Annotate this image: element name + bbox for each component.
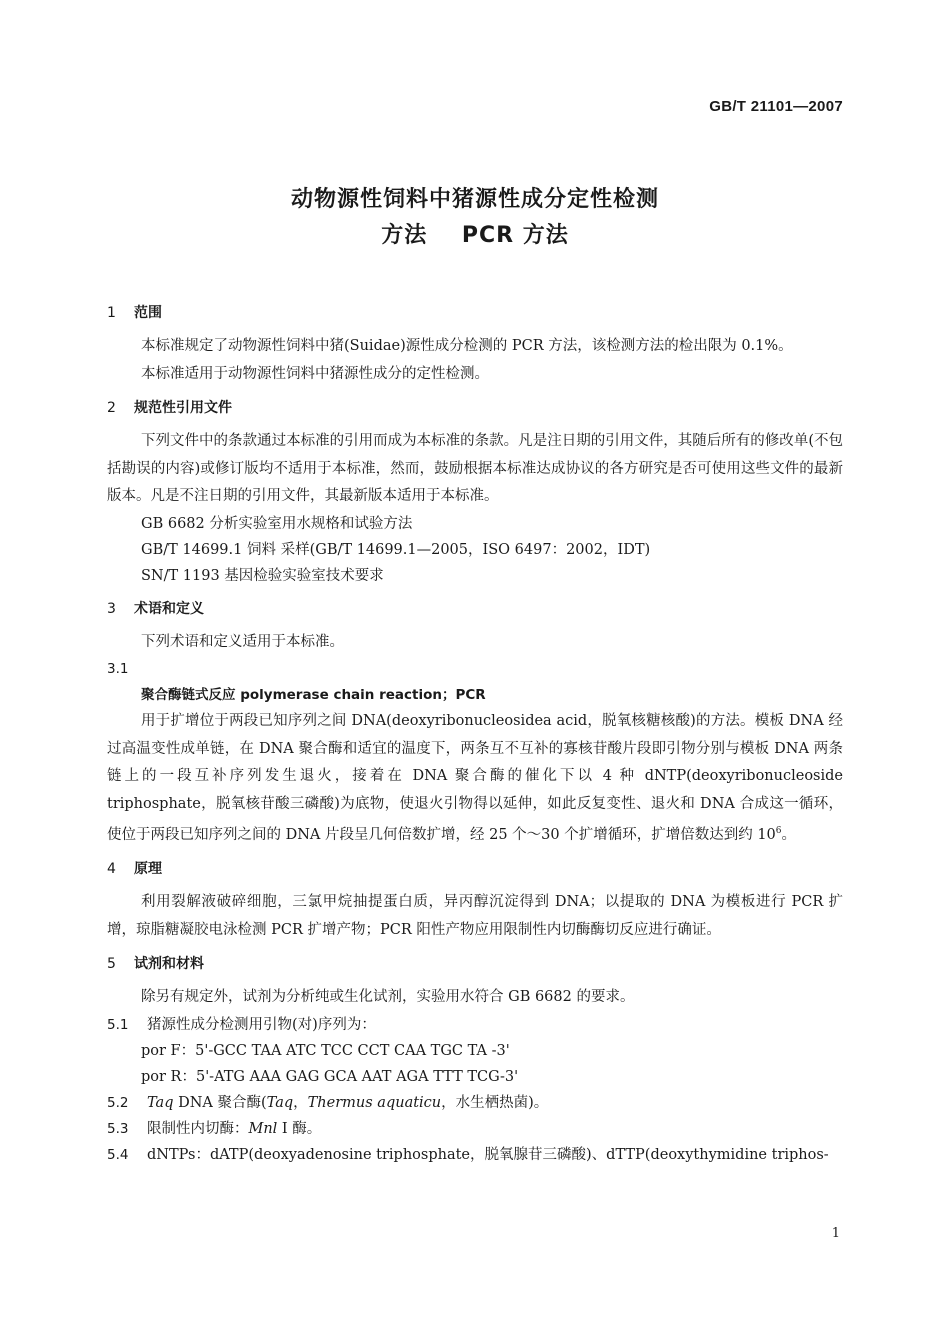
item-5-4: 5.4 dNTPs：dATP(deoxyadenosine triphosphate，脱氧腺苷三磷酸)、dTTP(deoxythymidine triphos-: [107, 1146, 829, 1163]
reference-item: GB/T 14699.1 饲料 采样(GB/T 14699.1—2005，ISO 6497：2002，IDT): [141, 541, 651, 558]
document-title: [0, 182, 950, 254]
primer-forward: por F：5'-GCC TAA ATC TCC CCT CAA TGC TA -3': [141, 1042, 510, 1059]
subsection-3-1-number: 3.1: [107, 661, 129, 677]
term-pcr: 聚合酶链式反应 polymerase chain reaction；PCR: [141, 687, 486, 703]
title-line-1: 动物源性饲料中猪源性成分定性检测: [290, 187, 659, 212]
section-5-heading: 5 试剂和材料: [107, 956, 204, 973]
item-5-1: 5.1 猪源性成分检测用引物(对)序列为：: [107, 1016, 376, 1033]
section-2-heading: 2 规范性引用文件: [107, 400, 232, 416]
standard-code: GB/T 21101—2007: [709, 98, 843, 115]
section-1-heading: 1 范围: [107, 305, 162, 321]
reference-item: SN/T 1193 基因检验实验室技术要求: [141, 567, 384, 584]
section-1-para-1: 本标准规定了动物源性饲料中猪(Suidae)源性成分检测的 PCR 方法，该检测方法的检出限为 0.1%。: [141, 338, 793, 354]
item-5-3: 5.3 限制性内切酶：Mnl Ⅰ 酶。: [107, 1120, 322, 1137]
item-5-2: 5.2 Taq DNA 聚合酶(Taq，Thermus aquaticu，水生栖热菌)。: [107, 1094, 549, 1111]
page-number: 1: [831, 1226, 840, 1241]
section-4-heading: 4 原理: [107, 861, 162, 878]
document-body: [107, 297, 843, 1168]
section-3-para-1: 下列术语和定义适用于本标准。: [141, 633, 344, 650]
title-line-2: 方法 PCR 方法: [381, 223, 569, 248]
primer-reverse: por R：5'-ATG AAA GAG GCA AAT AGA TTT TCG-3': [141, 1068, 519, 1085]
section-3-heading: 3 术语和定义: [107, 600, 204, 617]
term-pcr-definition: 用于扩增位于两段已知序列之间 DNA(deoxyribonucleosidea acid，脱氧核糖核酸)的方法。模板 DNA 经过高温变性成单链，在 DNA 聚合酶和适宜的温度下，两条互不互补的寡核苷酸片段即引物分别与模板 DNA 两条链上的一段互补序列发生退火，接着在 DNA 聚合酶的催化下以 4 种 dNTP(deoxyribonucleoside triphosphate，脱氧核苷酸三磷酸)为底物，使退火引物得以延伸，如此反复变性、退火和 DNA 合成这一循环，使位于两段已知序列之间的 DNA 片段呈几何倍数扩增，经 25 个～30 个扩增循环，扩增倍数达到约 $10^6$。: [107, 713, 843, 843]
reference-item: GB 6682 分析实验室用水规格和试验方法: [141, 515, 413, 532]
section-4-para-1: 利用裂解液破碎细胞，三氯甲烷抽提蛋白质，异丙醇沉淀得到 DNA；以提取的 DNA 为模板进行 PCR 扩增，琼脂糖凝胶电泳检测 PCR 扩增产物；PCR 阳性产物应用限制性内切酶酶切反应进行确证。: [107, 894, 843, 938]
section-1-para-2: 本标准适用于动物源性饲料中猪源性成分的定性检测。: [141, 365, 489, 382]
section-2-para-1: 下列文件中的条款通过本标准的引用而成为本标准的条款。凡是注日期的引用文件，其随后所有的修改单(不包括勘误的内容)或修订版均不适用于本标准，然而，鼓励根据本标准达成协议的各方研究是否可使用这些文件的最新版本。凡是不注日期的引用文件，其最新版本适用于本标准。: [107, 433, 843, 504]
section-5-para-1: 除另有规定外，试剂为分析纯或生化试剂，实验用水符合 GB 6682 的要求。: [141, 989, 635, 1006]
